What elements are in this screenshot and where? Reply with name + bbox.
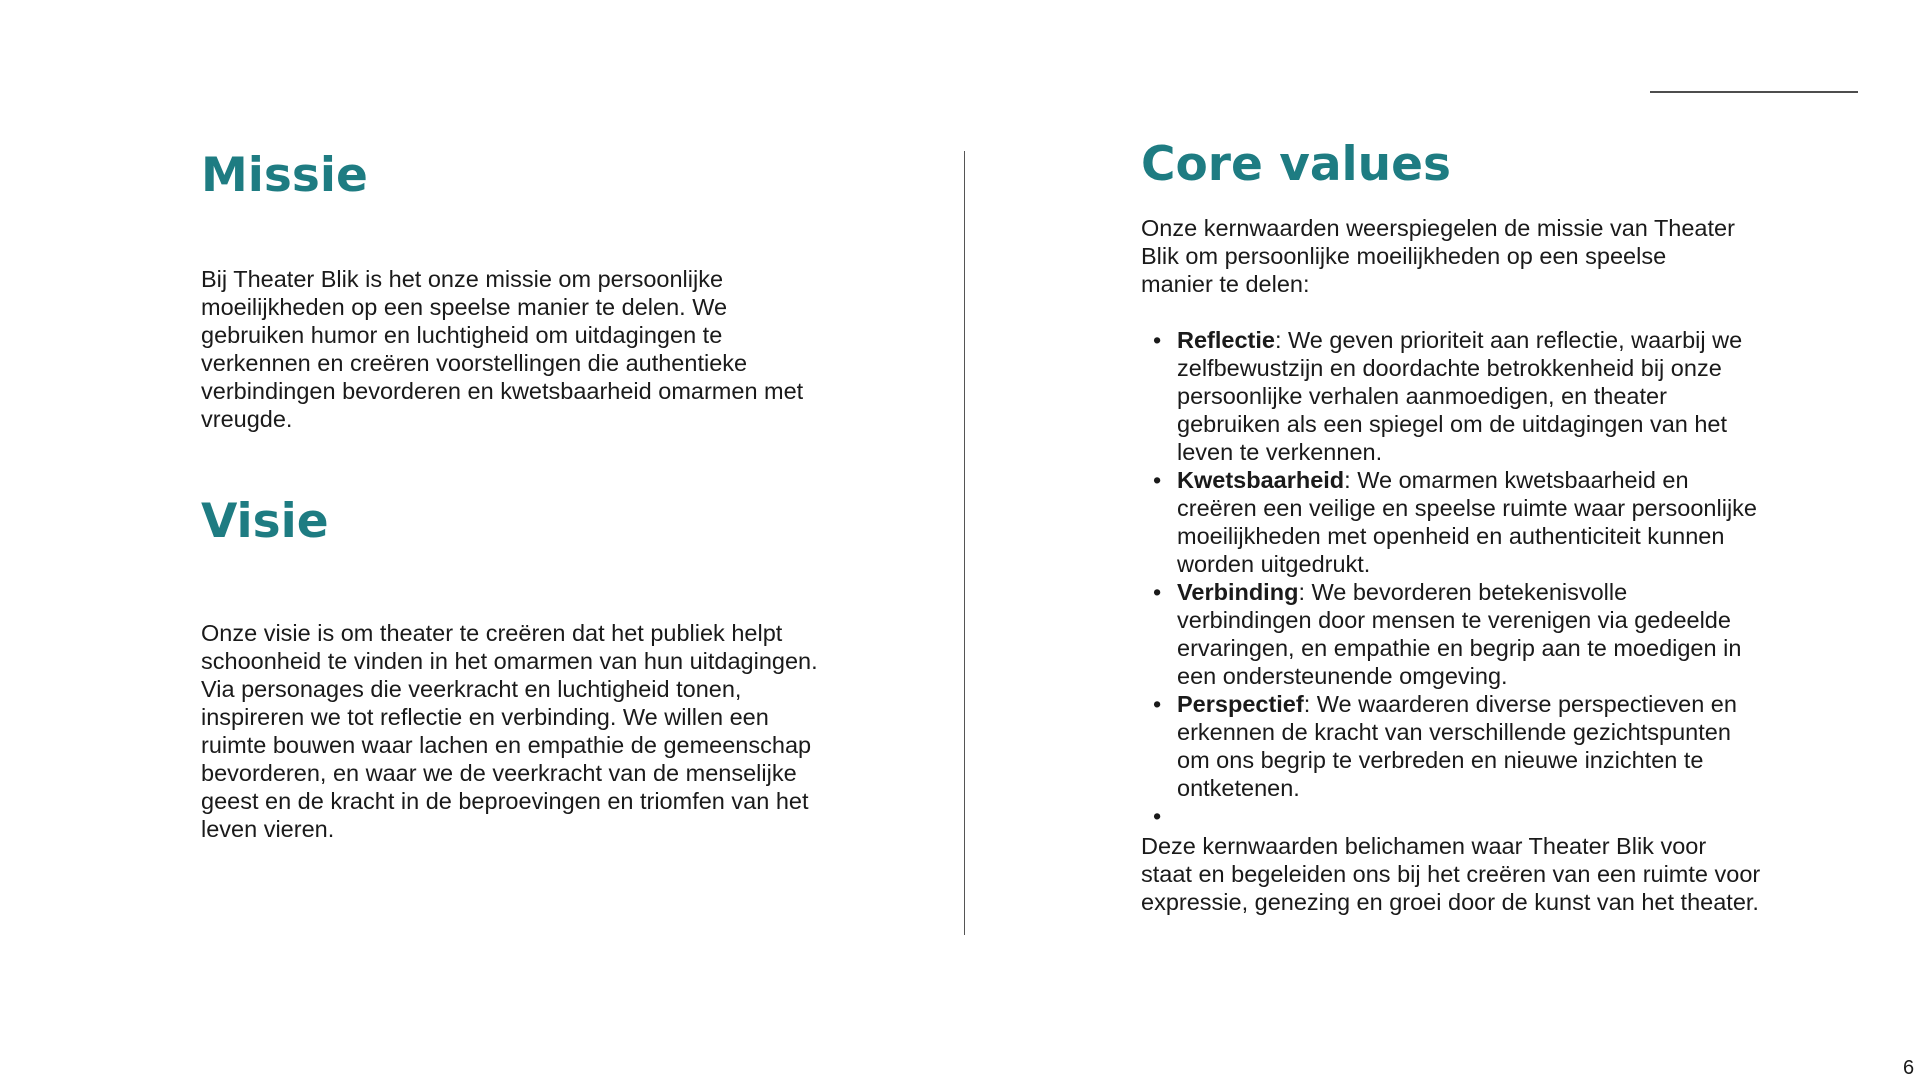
page-number: 6 <box>1903 1057 1915 1079</box>
core-values-list <box>1141 326 1763 830</box>
core-value-description: : We waarderen diverse perspectieven en erkennen de kracht van verschillende gezichtspunten om ons begrip te verbreden en nieuwe inzichten te ontketenen. <box>1177 691 1737 801</box>
core-value-item-perspectief <box>1141 690 1763 802</box>
core-value-term: Reflectie <box>1177 327 1275 353</box>
core-values-heading: Core values <box>1141 137 1451 192</box>
bullet-icon: • <box>1153 803 1162 829</box>
core-value-item-kwetsbaarheid <box>1141 466 1763 578</box>
core-value-item-empty <box>1141 802 1763 830</box>
core-value-term: Perspectief <box>1177 691 1304 717</box>
bullet-icon: • <box>1153 327 1162 353</box>
core-value-description: : We geven prioriteit aan reflectie, waarbij we zelfbewustzijn en doordachte betrokkenheid bij onze persoonlijke verhalen aanmoedigen, en theater gebruiken als een spiegel om de uitdagingen van het leven te verkennen. <box>1177 327 1743 465</box>
missie-heading: Missie <box>201 148 368 203</box>
core-values-intro: Onze kernwaarden weerspiegelen de missie van Theater Blik om persoonlijke moeilijkheden op een speelse manier te delen: <box>1141 215 1735 297</box>
bullet-icon: • <box>1153 467 1162 493</box>
bullet-icon: • <box>1153 691 1162 717</box>
bullet-icon: • <box>1153 579 1162 605</box>
core-value-item-reflectie <box>1141 326 1763 466</box>
visie-paragraph: Onze visie is om theater te creëren dat het publiek helpt schoonheid te vinden in het omarmen van hun uitdagingen. Via personages die veerkracht en luchtigheid tonen, inspireren we tot reflectie en verbinding. We willen een ruimte bouwen waar lachen en empathie de gemeenschap bevorderen, en waar we de veerkracht van de menselijke geest en de kracht in de beproevingen en triomfen van het leven vieren. <box>201 620 818 842</box>
column-divider <box>964 151 965 935</box>
core-value-description: : We omarmen kwetsbaarheid en creëren een veilige en speelse ruimte waar persoonlijke moeilijkheden met openheid en authenticiteit kunnen worden uitgedrukt. <box>1177 467 1757 577</box>
missie-paragraph: Bij Theater Blik is het onze missie om persoonlijke moeilijkheden op een speelse manier te delen. We gebruiken humor en luchtigheid om uitdagingen te verkennen en creëren voorstellingen die authentieke verbindingen bevorderen en kwetsbaarheid omarmen met vreugde. <box>201 266 804 432</box>
core-values-outro: Deze kernwaarden belichamen waar Theater Blik voor staat en begeleiden ons bij het creëren van een ruimte voor expressie, genezing en groei door de kunst van het theater. <box>1141 833 1761 915</box>
core-value-item-verbinding <box>1141 578 1763 690</box>
core-value-term: Kwetsbaarheid <box>1177 467 1345 493</box>
core-value-term: Verbinding <box>1177 579 1299 605</box>
top-right-rule <box>1650 91 1858 93</box>
visie-heading: Visie <box>201 494 329 549</box>
core-value-description: : We bevorderen betekenisvolle verbindingen door mensen te verenigen via gedeelde ervaringen, en empathie en begrip aan te moedigen in een ondersteunende omgeving. <box>1177 579 1742 689</box>
